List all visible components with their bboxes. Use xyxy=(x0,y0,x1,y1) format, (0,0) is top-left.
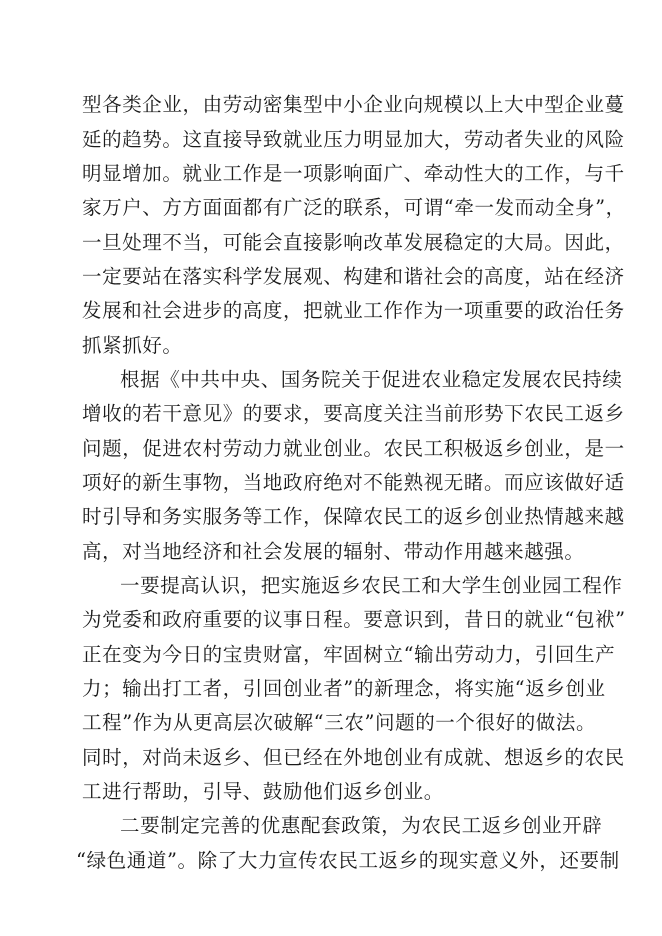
text-line: “绿色通道”。除了大力宣传农民工返乡的现实意义外，还要制 xyxy=(76,849,620,872)
text-line: 抓紧抓好。 xyxy=(82,334,183,357)
text-line: 同时，对尚未返乡、但已经在外地创业有成就、想返乡的农民 xyxy=(82,746,625,769)
text-line: 高，对当地经济和社会发展的辐射、带动作用越来越强。 xyxy=(82,540,585,563)
text-line: 发展和社会进步的高度，把就业工作作为一项重要的政治任务 xyxy=(82,299,625,322)
text-line: 项好的新生事物，当地政府绝对不能熟视无睹。而应该做好适 xyxy=(82,471,625,494)
text-line: 正在变为今日的宝贵财富，牢固树立“输出劳动力，引回生产 xyxy=(82,643,616,666)
text-line: 为党委和政府重要的议事日程。要意识到，昔日的就业“包袱” xyxy=(82,608,626,631)
text-line: 一定要站在落实科学发展观、构建和谐社会的高度，站在经济 xyxy=(82,265,625,288)
text-line: 工进行帮助，引导、鼓励他们返乡创业。 xyxy=(82,780,444,803)
text-line: 力；输出打工者，引回创业者”的新理念，将实施“返乡创业 xyxy=(82,677,606,700)
text-line: 家万户、方方面面都有广泛的联系，可谓“牵一发而动全身”， xyxy=(82,196,626,219)
text-line: 一旦处理不当，可能会直接影响改革发展稳定的大局。因此， xyxy=(82,231,625,254)
text-line: 工程”作为从更高层次破解“三农”问题的一个很好的做法。 xyxy=(82,711,597,734)
paragraph-first-line: 根据《中共中央、国务院关于促进农业稳定发展农民持续 xyxy=(120,368,623,391)
text-line: 问题，促进农村劳动力就业创业。农民工积极返乡创业，是一 xyxy=(82,437,625,460)
text-line: 型各类企业，由劳动密集型中小企业向规模以上大中型企业蔓 xyxy=(82,93,625,116)
text-line: 延的趋势。这直接导致就业压力明显加大，劳动者失业的风险 xyxy=(82,128,625,151)
text-line: 增收的若干意见》的要求，要高度关注当前形势下农民工返乡 xyxy=(82,402,625,425)
text-line: 时引导和务实服务等工作，保障农民工的返乡创业热情越来越 xyxy=(82,505,625,528)
paragraph-first-line: 二要制定完善的优惠配套政策，为农民工返乡创业开辟 xyxy=(120,814,603,837)
paragraph-first-line: 一要提高认识，把实施返乡农民工和大学生创业园工程作 xyxy=(120,574,623,597)
text-line: 明显增加。就业工作是一项影响面广、牵动性大的工作，与千 xyxy=(82,162,625,185)
